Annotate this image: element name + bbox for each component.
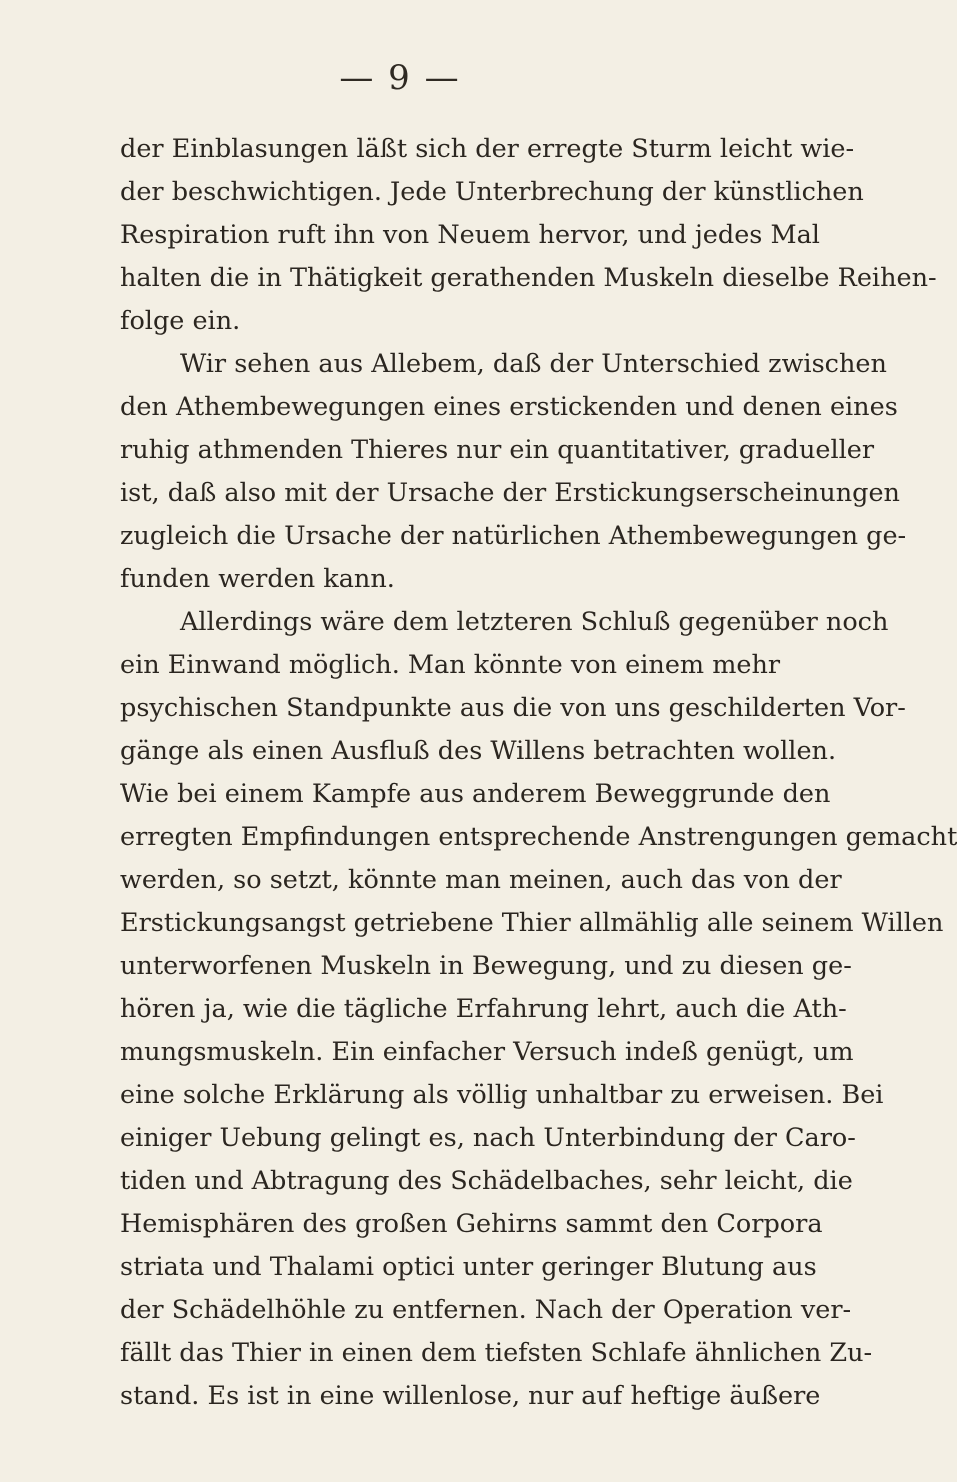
text-line: Erstickungsangst getriebene Thier allmählig alle seinem Willen [120, 908, 944, 938]
page-number: — 9 — [339, 58, 461, 98]
text-line: der Einblasungen läßt sich der erregte Sturm leicht wie- [120, 134, 855, 164]
text-line: Allerdings wäre dem letzteren Schluß gegenüber noch [180, 607, 889, 637]
text-line: Respiration ruft ihn von Neuem hervor, und jedes Mal [120, 220, 820, 250]
text-line: psychischen Standpunkte aus die von uns geschilderten Vor- [120, 693, 906, 723]
text-line: einiger Uebung gelingt es, nach Unterbindung der Caro- [120, 1123, 856, 1153]
text-line: ist, daß also mit der Ursache der Erstickungserscheinungen [120, 478, 900, 508]
text-line: funden werden kann. [120, 564, 395, 594]
text-line: unterworfenen Muskeln in Bewegung, und zu diesen ge- [120, 951, 852, 981]
text-line: mungsmuskeln. Ein einfacher Versuch indeß genügt, um [120, 1037, 854, 1067]
text-line: fällt das Thier in einen dem tiefsten Schlafe ähnlichen Zu- [120, 1338, 873, 1368]
text-line: ein Einwand möglich. Man könnte von einem mehr [120, 650, 781, 680]
text-line: Wie bei einem Kampfe aus anderem Beweggrunde den [120, 779, 831, 809]
text-line: ruhig athmenden Thieres nur ein quantitativer, gradueller [120, 435, 875, 465]
text-line: hören ja, wie die tägliche Erfahrung lehrt, auch die Ath- [120, 994, 847, 1024]
text-line: tiden und Abtragung des Schädelbaches, sehr leicht, die [120, 1166, 853, 1196]
text-line: eine solche Erklärung als völlig unhaltbar zu erweisen. Bei [120, 1080, 884, 1110]
text-line: striata und Thalami optici unter geringer Blutung aus [120, 1252, 817, 1282]
body-text [120, 128, 957, 1418]
text-line: der beschwichtigen. Jede Unterbrechung der künstlichen [120, 177, 864, 207]
text-line: stand. Es ist in eine willenlose, nur auf heftige äußere [120, 1381, 821, 1411]
text-line: erregten Empfindungen entsprechende Anstrengungen gemacht [120, 822, 957, 852]
text-line: gänge als einen Ausfluß des Willens betrachten wollen. [120, 736, 837, 766]
text-line: zugleich die Ursache der natürlichen Athembewegungen ge- [120, 521, 907, 551]
text-line: den Athembewegungen eines erstickenden und denen eines [120, 392, 898, 422]
text-line: werden, so setzt, könnte man meinen, auch das von der [120, 865, 842, 895]
text-line: Wir sehen aus Allebem, daß der Unterschied zwischen [180, 349, 887, 379]
text-line: der Schädelhöhle zu entfernen. Nach der Operation ver- [120, 1295, 852, 1325]
text-line: Hemisphären des großen Gehirns sammt den Corpora [120, 1209, 823, 1239]
text-line: folge ein. [120, 306, 241, 336]
text-line: halten die in Thätigkeit gerathenden Muskeln dieselbe Reihen- [120, 263, 937, 293]
